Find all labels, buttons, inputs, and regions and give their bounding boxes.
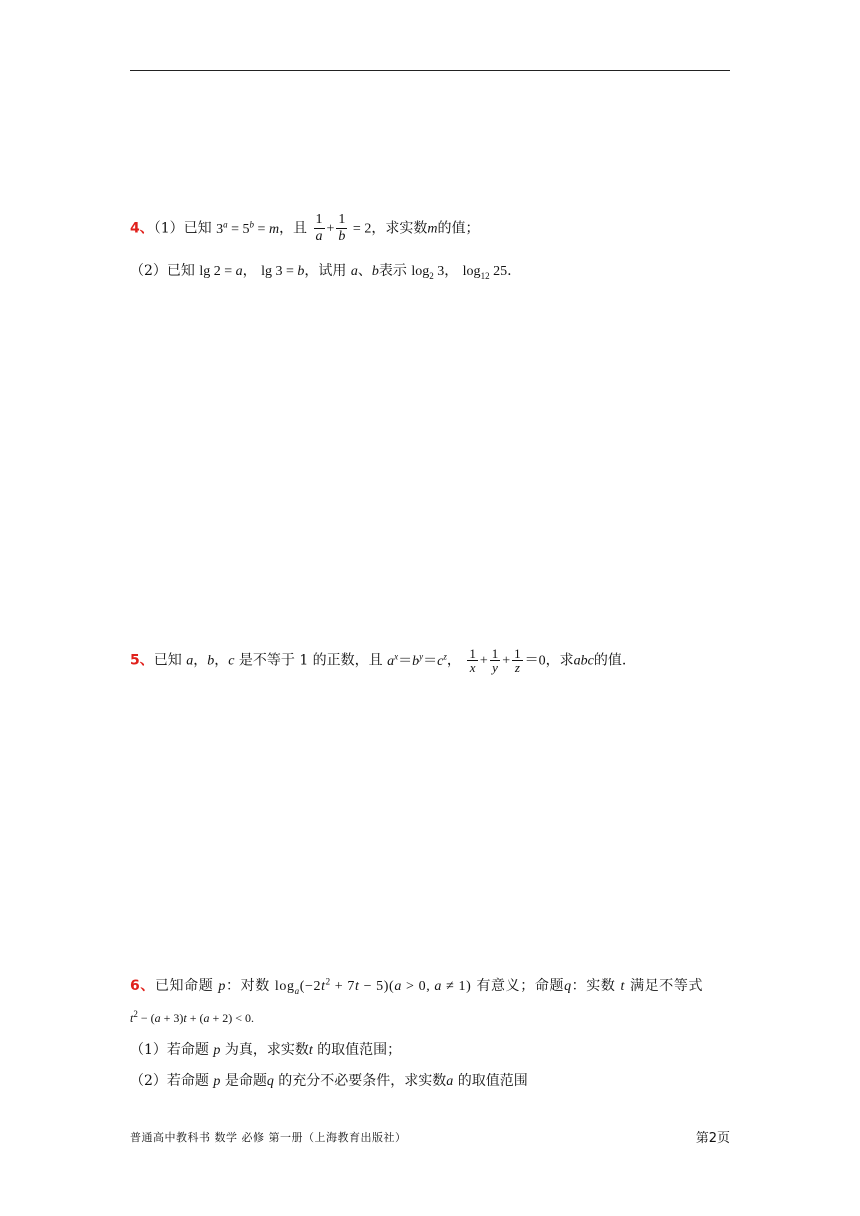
header-rule	[130, 70, 730, 71]
part-label: （1）	[153, 220, 184, 237]
text: ，	[242, 263, 257, 279]
problem-6-inequality	[130, 1009, 730, 1025]
problem-4-part-2: （2）已知 lg 2 = a， lg 3 = b，试用 a、b表示 $\log_2 3$， $\log_{12} 25$.	[130, 263, 512, 281]
text: ，且	[279, 220, 308, 237]
part-label: （2）	[130, 263, 167, 279]
equation: $a^x=b^y=c^z$	[387, 650, 447, 669]
problem-number: 5、	[130, 652, 154, 669]
text: ：对数	[226, 978, 270, 994]
footer-book-title: 普通高中教科书 数学 必修 第一册（上海教育出版社）	[130, 1131, 407, 1144]
problem-number: 6、	[130, 978, 155, 994]
expression: $\log_{12} 25$	[462, 264, 508, 281]
text: 的充分不必要条件，求实数	[278, 1073, 447, 1089]
equation: $3^a = 5^b = m$	[216, 218, 280, 237]
text: ，试用	[304, 263, 347, 279]
text: 已知	[153, 652, 182, 669]
problem-4-part-1: 4、（1）已知 $3^a = 5^b = m$，且 $\frac{1}{a}$ + $\frac{1}{b}$ = 2，求实数m的值；	[130, 212, 480, 244]
expression: $\log_2 3$	[411, 264, 445, 281]
expression: $\log_a(-2t^2 + 7t - 5)(a > 0$, a ≠ 1)	[274, 976, 472, 996]
problem-number: 4、	[130, 220, 154, 237]
fraction: $\frac{1}{a}$	[315, 212, 323, 244]
inequality: $t^2 - (a + 3)t + (a + 2) < 0$.	[130, 1009, 255, 1025]
problem-5: 5、已知 a，b，c 是不等于 1 的正数，且 $a^x=b^y=c^z$， $\frac{1}{x}$ + $\frac{1}{y}$ + $\frac{1}{z}$ ＝0，求abc的值.	[130, 646, 627, 675]
text: ，	[444, 263, 459, 279]
fraction: $\frac{1}{y}$	[491, 646, 499, 675]
equation: lg 3 = b	[261, 264, 305, 279]
text: .	[507, 263, 512, 279]
text: 已知	[183, 220, 212, 237]
fraction: $\frac{1}{z}$	[514, 646, 521, 675]
text: 的取值范围；	[317, 1042, 402, 1058]
text: 若命题	[166, 1073, 209, 1089]
text: ，求	[545, 652, 574, 669]
problem-6-part-1: （1）若命题 p 为真，求实数t 的取值范围；	[130, 1042, 402, 1058]
text: 、	[357, 263, 372, 279]
page-number: 第2页	[695, 1131, 730, 1146]
text: ：实数	[571, 978, 616, 994]
text: 是不等于 1 的正数，且	[238, 652, 383, 669]
problem-6-line-1: 6、已知命题 p：对数 $\log_a(-2t^2 + 7t - 5)(a > 0$, a ≠ 1) 有意义；命题q：实数 t 满足不等式	[130, 976, 704, 996]
fraction: $\frac{1}{b}$	[338, 212, 346, 244]
text: 若命题	[166, 1042, 209, 1058]
part-label: （2）	[130, 1073, 167, 1089]
text: 有意义；命题	[476, 978, 565, 994]
text: 为真，求实数	[224, 1042, 309, 1058]
problem-6-part-2: （2）若命题 p 是命题q 的充分不必要条件，求实数a 的取值范围	[130, 1073, 528, 1089]
equation: lg 2 = a	[199, 264, 243, 279]
text: 已知命题	[154, 978, 214, 994]
part-label: （1）	[130, 1042, 167, 1058]
text: 表示	[378, 263, 407, 279]
text: 的值.	[593, 652, 627, 669]
text: 已知	[166, 263, 195, 279]
text: 的值；	[437, 220, 480, 237]
text: 满足不等式	[630, 978, 704, 994]
text: ，求实数	[371, 220, 428, 237]
fraction: $\frac{1}{x}$	[469, 646, 476, 675]
text: 是命题	[224, 1073, 267, 1089]
text: 的取值范围	[457, 1073, 528, 1089]
